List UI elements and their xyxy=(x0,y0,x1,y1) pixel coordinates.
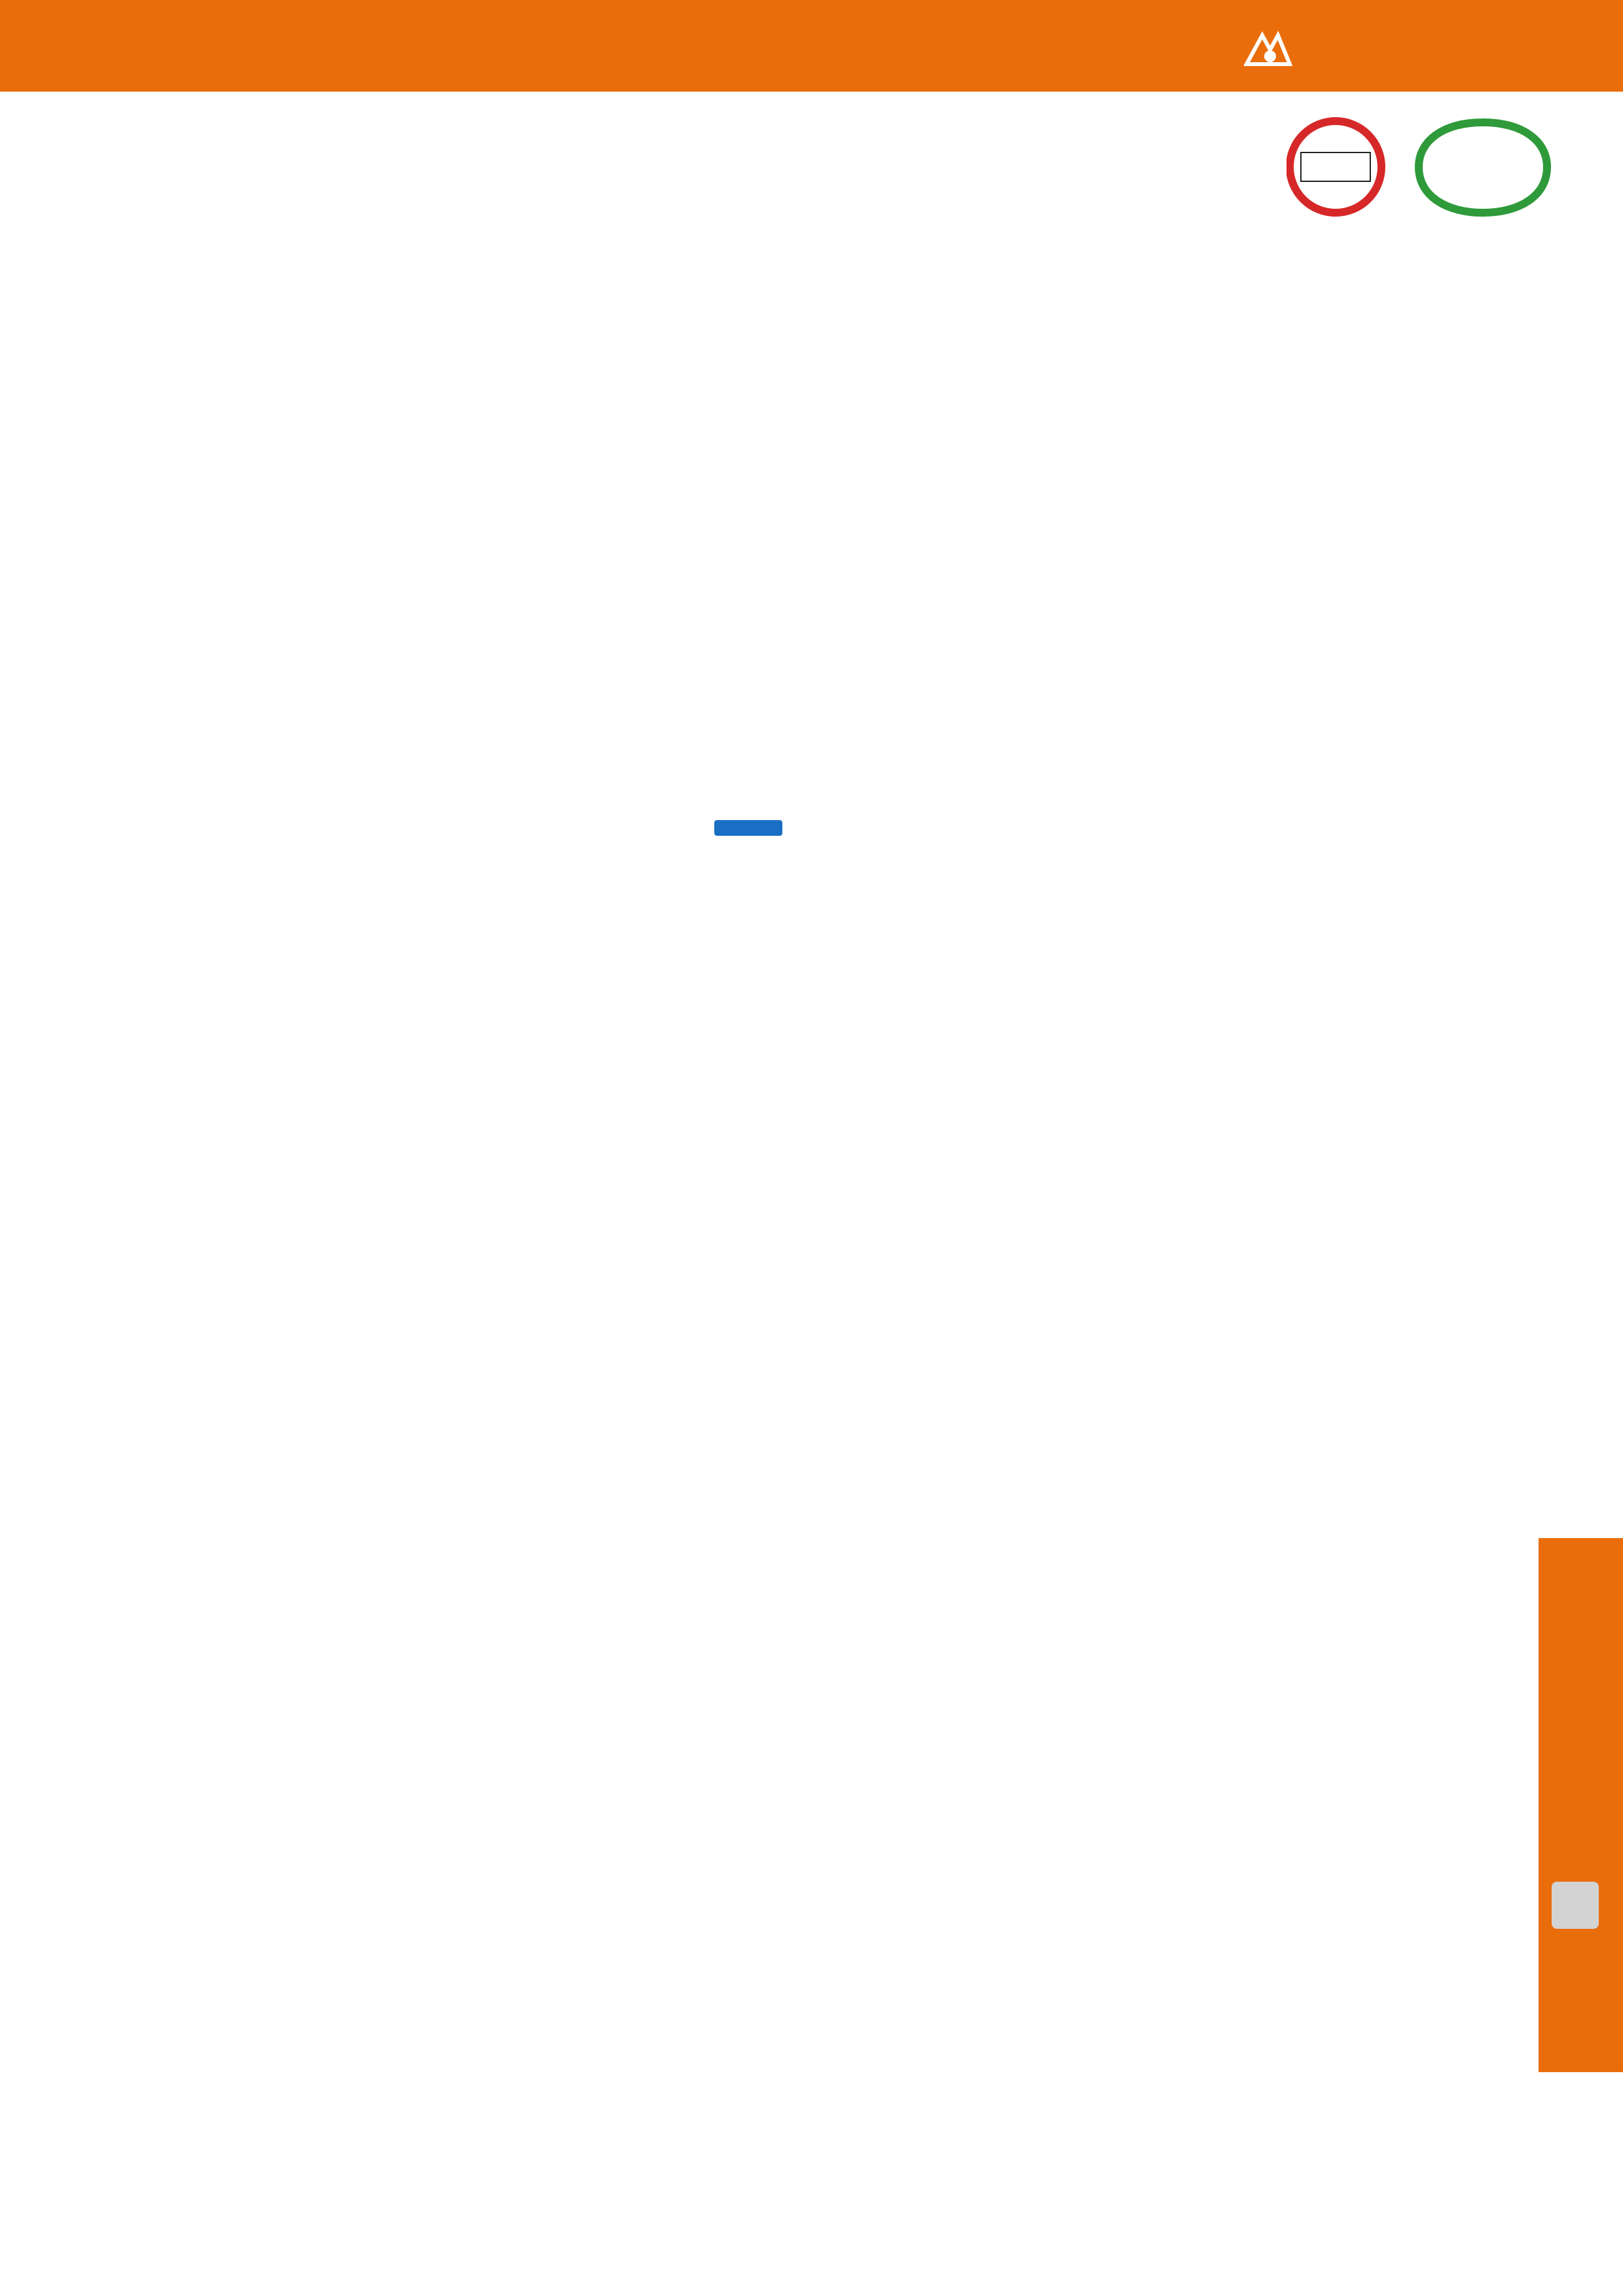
thread-tool-icon xyxy=(1552,1882,1599,1929)
hoffmann-logo-icon xyxy=(1244,30,1292,69)
chapter-tab[interactable] xyxy=(1539,1538,1623,2072)
psc-badge-ring xyxy=(1419,122,1547,213)
clamping-badges xyxy=(1286,115,1555,219)
hp-ready-badge xyxy=(710,787,795,840)
brand-logo xyxy=(1244,24,1506,82)
page-header xyxy=(0,0,1623,92)
